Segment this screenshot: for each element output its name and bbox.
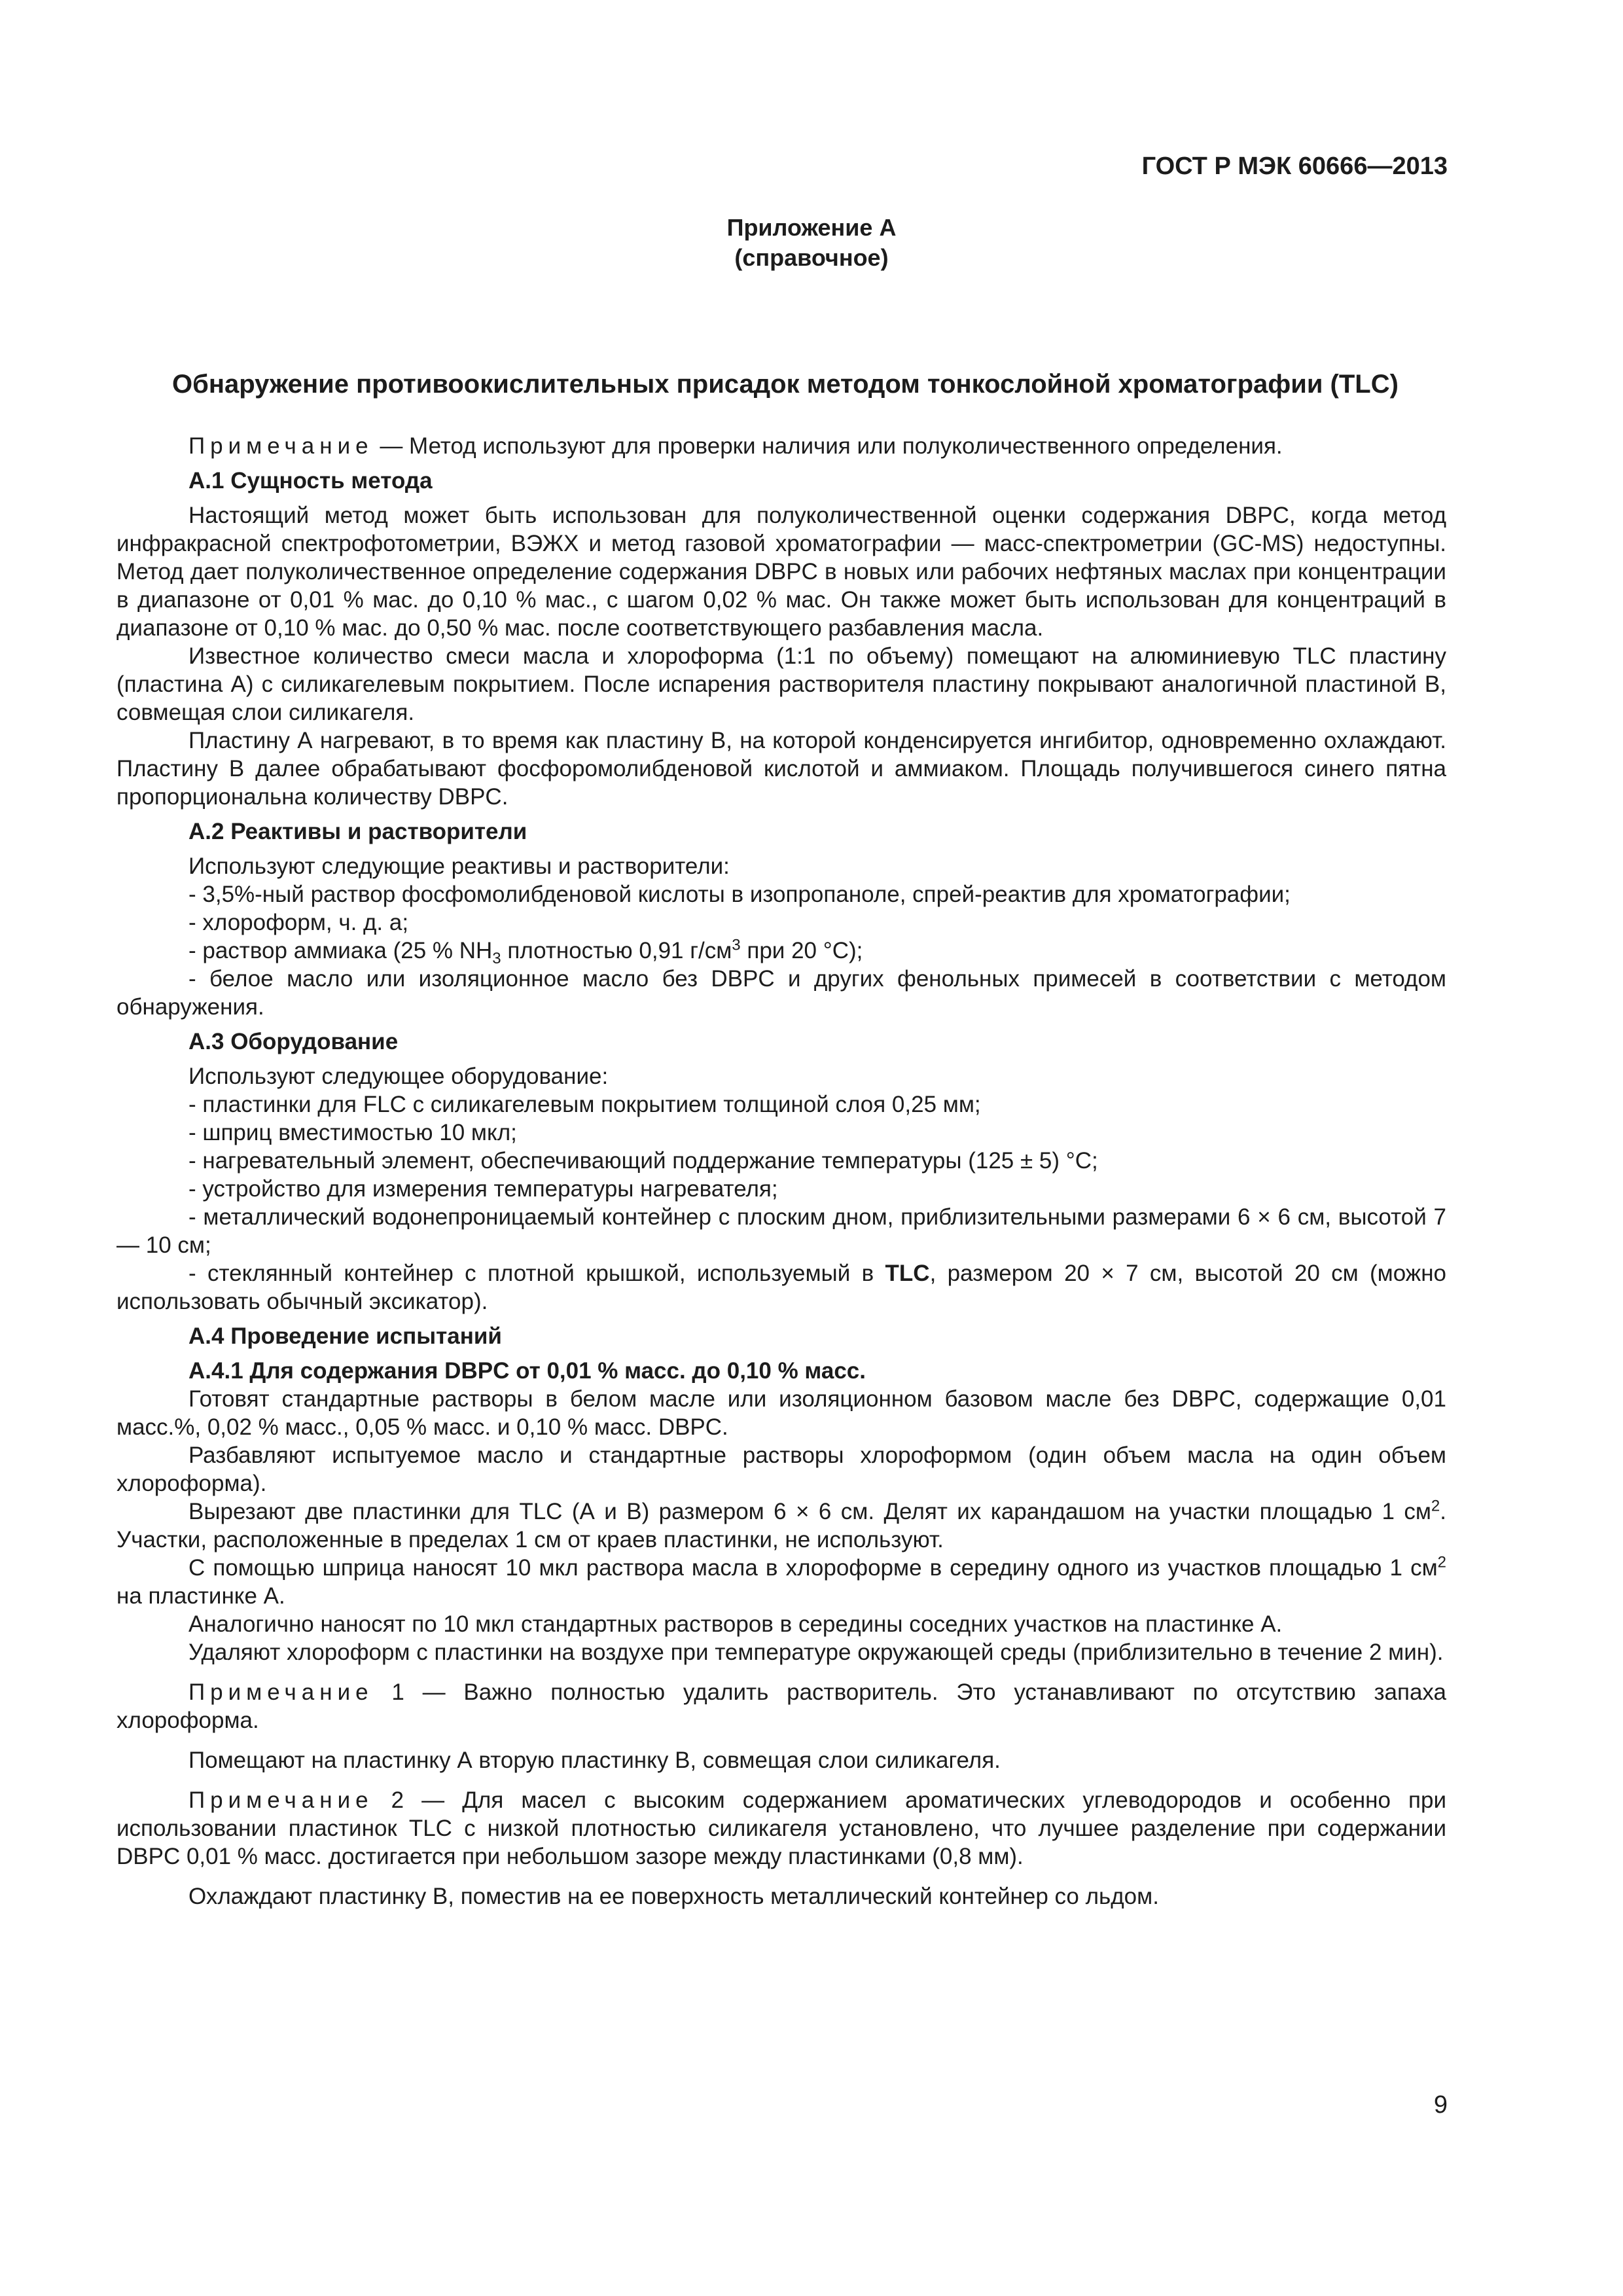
paragraph bbox=[116, 1554, 1446, 1610]
document-body bbox=[116, 432, 1446, 1910]
page-number: 9 bbox=[1433, 2091, 1448, 2119]
list-item: - белое масло или изоляционное масло без DBPC и других фенольных примесей в соответствии с методом обнаружения. bbox=[116, 966, 1446, 1020]
section-a2-heading: А.2 Реактивы и растворители bbox=[188, 819, 527, 844]
annex-kind: (справочное) bbox=[734, 244, 889, 271]
subsection-a41-heading: А.4.1 Для содержания DBPC от 0,01 % масс. до 0,10 % масс. bbox=[188, 1358, 866, 1384]
annex-title: Приложение А bbox=[726, 214, 897, 241]
paragraph bbox=[116, 1498, 1446, 1554]
subscript: 3 bbox=[492, 950, 501, 967]
note-1 bbox=[116, 1678, 1446, 1734]
list-item: - нагревательный элемент, обеспечивающий поддержание температуры (125 ± 5) °С; bbox=[188, 1148, 1098, 1174]
text: . Участки, расположенные в пределах 1 см от краев пластинки, не используют. bbox=[116, 1499, 1446, 1552]
text: - раствор аммиака (25 % NH bbox=[188, 938, 493, 963]
paragraph: Помещают на пластинку А вторую пластинку В, совмещая слои силикагеля. bbox=[188, 1748, 1001, 1773]
paragraph: Используют следующие реактивы и растворители: bbox=[188, 853, 730, 879]
paragraph: Удаляют хлороформ с пластинки на воздухе при температуре окружающей среды (приблизительно в течение 2 мин). bbox=[188, 1640, 1444, 1665]
note-2 bbox=[116, 1786, 1446, 1871]
note-label: Примечание bbox=[188, 1787, 374, 1813]
list-item: - устройство для измерения температуры нагревателя; bbox=[188, 1176, 778, 1202]
text: С помощью шприца наносят 10 мкл раствора масла в хлороформе в середину одного из участков площадью 1 см bbox=[188, 1555, 1438, 1581]
paragraph: Разбавляют испытуемое масло и стандартные растворы хлороформом (один объем масла на один объем хлороформа). bbox=[116, 1443, 1446, 1496]
note-text: 1 — Важно полностью удалить растворитель. Это устанавливают по отсутствию запаха хлороформа. bbox=[116, 1679, 1446, 1733]
superscript: 3 bbox=[732, 936, 741, 954]
text: на пластинке А. bbox=[116, 1583, 285, 1609]
document-title: Обнаружение противоокислительных присадок методом тонкослойной хроматографии (TLC) bbox=[172, 370, 1399, 399]
annex-heading bbox=[0, 213, 1623, 273]
paragraph: Аналогично наносят по 10 мкл стандартных растворов в середины соседних участков на пластинке А. bbox=[188, 1611, 1283, 1637]
superscript: 2 bbox=[1431, 1497, 1440, 1515]
list-item: - 3,5%-ный раствор фосфомолибденовой кислоты в изопропаноле, спрей-реактив для хроматографии; bbox=[188, 882, 1291, 907]
paragraph: Известное количество смеси масла и хлороформа (1:1 по объему) помещают на алюминиевую TLC пластину (пластина А) с силикагелевым покрытием. После испарения растворителя пластину покрывают аналогичной пластиной В, совмещая слои силикагеля. bbox=[116, 643, 1446, 725]
text: , размером 20 × 7 см, высотой 20 см (можно использовать обычный эксикатор). bbox=[116, 1261, 1447, 1314]
paragraph: Пластину А нагревают, в то время как пластину В, на которой конденсируется ингибитор, одновременно охлаждают. Пластину В далее обрабатывают фосфоромолибденовой кислотой и аммиаком. Площадь получившегося синего пятна пропорциональна количеству DBPC. bbox=[116, 728, 1446, 810]
list-item: - металлический водонепроницаемый контейнер с плоским дном, приблизительными размерами 6 × 6 см, высотой 7 — 10 см; bbox=[116, 1204, 1446, 1258]
paragraph: Охлаждают пластинку В, поместив на ее поверхность металлический контейнер со льдом. bbox=[188, 1884, 1159, 1909]
list-item: - хлороформ, ч. д. а; bbox=[188, 910, 409, 935]
list-item: - шприц вместимостью 10 мкл; bbox=[188, 1120, 517, 1145]
text: при 20 °С); bbox=[740, 938, 863, 963]
paragraph: Используют следующее оборудование: bbox=[188, 1064, 609, 1089]
bold-text: TLC bbox=[885, 1261, 930, 1286]
section-a1-heading: А.1 Сущность метода bbox=[188, 468, 433, 493]
paragraph: Настоящий метод может быть использован для полуколичественной оценки содержания DBPC, когда метод инфракрасной спектрофотометрии, ВЭЖХ и метод газовой хроматографии — масс-спектрометрии (GC-MS) недоступны. Метод дает полуколичественное определение содержания DBPC в новых или рабочих нефтяных маслах при концентрации в диапазоне от 0,01 % мас. до 0,10 % мас., с шагом 0,02 % мас. Он также может быть использован для концентраций в диапазоне от 0,10 % мас. до 0,50 % мас. после соответствующего разбавления масла. bbox=[116, 503, 1446, 641]
note-text: 2 — Для масел с высоким содержанием ароматических углеводородов и особенно при использовании пластинок TLC с низкой плотностью силикагеля установлено, что лучшее разделение при содержании DBPC 0,01 % масс. достигается при небольшом зазоре между пластинками (0,8 мм). bbox=[116, 1787, 1446, 1869]
section-a3-heading: А.3 Оборудование bbox=[188, 1029, 399, 1054]
note-label: Примечание bbox=[188, 1679, 374, 1705]
text: Вырезают две пластинки для TLC (А и В) размером 6 × 6 см. Делят их карандашом на участки площадью 1 см bbox=[188, 1499, 1431, 1524]
section-a4-heading: А.4 Проведение испытаний bbox=[188, 1323, 502, 1349]
text: - стеклянный контейнер с плотной крышкой, используемый в bbox=[188, 1261, 885, 1286]
standard-number: ГОСТ Р МЭК 60666—2013 bbox=[1141, 152, 1448, 180]
list-item bbox=[116, 1259, 1446, 1316]
note-text: — Метод используют для проверки наличия или полуколичественного определения. bbox=[373, 433, 1283, 459]
note-label: Примечание bbox=[188, 433, 374, 459]
paragraph: Готовят стандартные растворы в белом масле или изоляционном базовом масле без DBPC, содержащие 0,01 масс.%, 0,02 % масс., 0,05 % масс. и 0,10 % масс. DBPC. bbox=[116, 1386, 1446, 1440]
text: плотностью 0,91 г/см bbox=[501, 938, 732, 963]
note-intro bbox=[116, 432, 1446, 460]
list-item bbox=[116, 937, 1446, 965]
list-item: - пластинки для FLC с силикагелевым покрытием толщиной слоя 0,25 мм; bbox=[188, 1092, 981, 1117]
superscript: 2 bbox=[1437, 1553, 1446, 1571]
